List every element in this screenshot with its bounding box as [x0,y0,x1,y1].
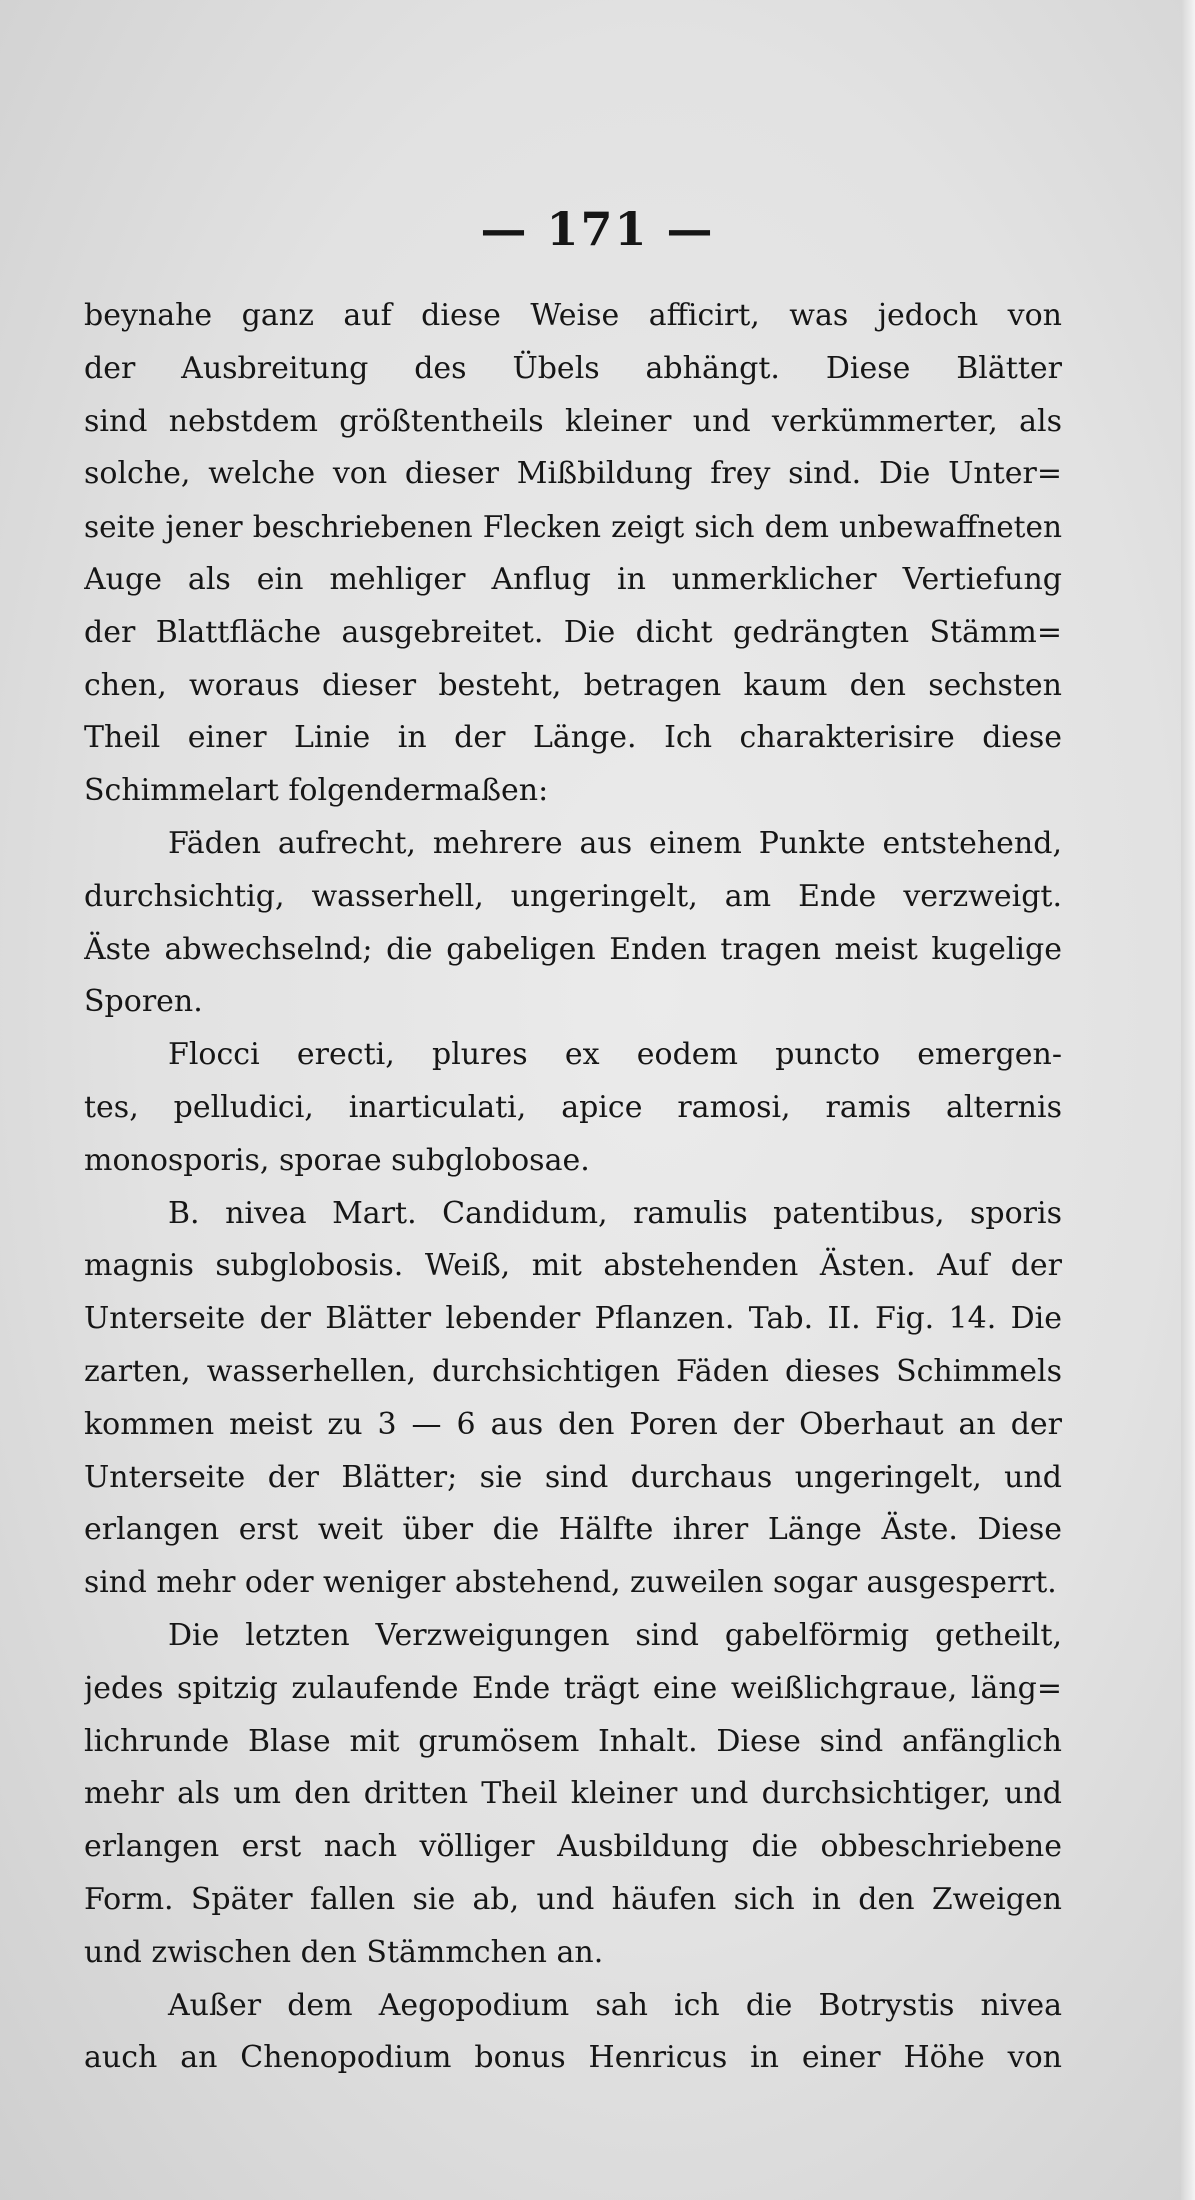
text-line: chen, woraus dieser besteht, betragen kaum den sechsten [84,667,1062,703]
text-line: Unterseite der Blätter; sie sind durchaus ungeringelt, und [84,1459,1062,1495]
text-line: auch an Chenopodium bonus Henricus in einer Höhe von [84,2040,1062,2076]
text-line: der Ausbreitung des Übels abhängt. Diese Blätter [84,350,1062,386]
text-line: B. nivea Mart. Candidum, ramulis patentibus, sporis [168,1195,1062,1231]
text-line: Äste abwechselnd; die gabeligen Enden tragen meist kugelige [84,931,1062,967]
text-line: Fäden aufrecht, mehrere aus einem Punkte entstehend, [168,825,1062,861]
text-line: tes, pelludici, inarticulati, apice ramosi, ramis alternis [84,1089,1062,1125]
text-line: sind mehr oder weniger abstehend, zuweilen sogar ausgesperrt. [84,1565,1057,1601]
text-line: Unterseite der Blätter lebender Pflanzen. Tab. II. Fig. 14. Die [84,1301,1062,1337]
text-line: beynahe ganz auf diese Weise afficirt, was jedoch von [84,298,1062,333]
text-line: Außer dem Aegopodium sah ich die Botrystis nivea [168,1987,1062,2023]
body-text [84,290,1062,2085]
text-line: magnis subglobosis. Weiß, mit abstehenden Ästen. Auf der [84,1248,1062,1284]
page-number: — 171 — [480,202,715,256]
text-line: Auge als ein mehliger Anflug in unmerklicher Vertiefung [84,561,1062,597]
text-line: sind nebstdem größtentheils kleiner und verkümmerter, als [84,403,1062,439]
text-line: erlangen erst nach völliger Ausbildung die obbeschriebene [84,1829,1062,1865]
text-line: kommen meist zu 3 — 6 aus den Poren der Oberhaut an der [84,1406,1062,1442]
text-line: lichrunde Blase mit grumösem Inhalt. Diese sind anfänglich [84,1723,1062,1759]
text-line: erlangen erst weit über die Hälfte ihrer Länge Äste. Diese [84,1512,1062,1548]
text-line: Flocci erecti, plures ex eodem puncto emergen- [168,1037,1062,1073]
text-line: solche, welche von dieser Mißbildung frey sind. Die Unter= [84,456,1062,492]
text-line: der Blattfläche ausgebreitet. Die dicht gedrängten Stämm= [84,614,1062,650]
text-line: Theil einer Linie in der Länge. Ich charakterisire diese [84,720,1062,756]
text-line: mehr als um den dritten Theil kleiner und durchsichtiger, und [84,1776,1062,1812]
text-line: zarten, wasserhellen, durchsichtigen Fäden dieses Schimmels [84,1353,1062,1389]
page-edge [1181,0,1195,2200]
text-line: Die letzten Verzweigungen sind gabelförmig getheilt, [168,1617,1062,1653]
text-line: Sporen. [84,984,203,1020]
text-line: monosporis, sporae subglobosae. [84,1142,590,1178]
text-line: und zwischen den Stämmchen an. [84,1934,604,1970]
text-line: Form. Später fallen sie ab, und häufen sich in den Zweigen [84,1881,1062,1917]
text-line: Schimmelart folgendermaßen: [84,773,549,809]
text-line: seite jener beschriebenen Flecken zeigt sich dem unbewaffneten [84,510,1062,545]
text-line: jedes spitzig zulaufende Ende trägt eine weißlichgraue, läng= [84,1670,1062,1706]
text-line: durchsichtig, wasserhell, ungeringelt, am Ende verzweigt. [84,878,1062,914]
